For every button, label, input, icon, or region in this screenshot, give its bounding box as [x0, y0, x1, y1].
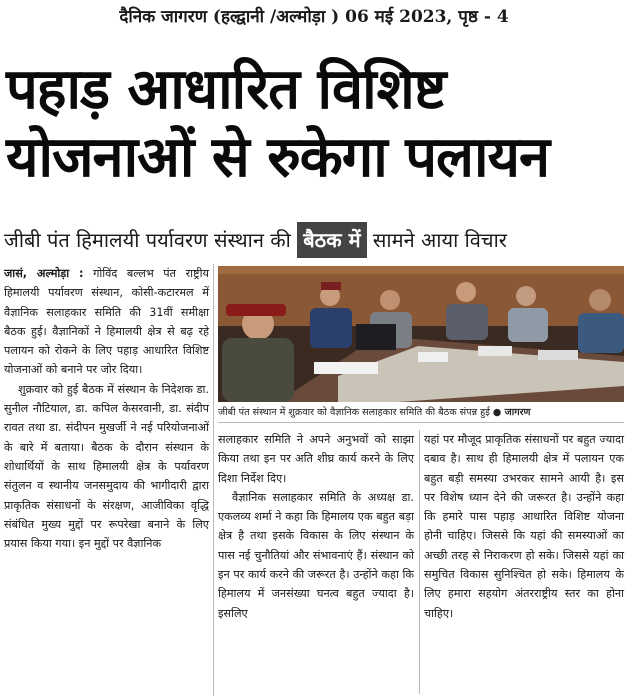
dateline: जासं, अल्मोड़ा : — [4, 267, 84, 280]
headline — [6, 56, 622, 192]
article-paragraph: वैज्ञानिक सलाहकार समिति के अध्यक्ष डा. एकलव्य शर्मा ने कहा कि हिमालय एक बहुत बड़ा क्षेत्र है तथा इसके विकास के लिए संस्थान के पास नई चुनौतियां और संभावनाएं हैं। संस्थान को इन पर कार्य करने की जरूरत है। उन्होंने कहा कि हिमालय में जनसंख्या घनत्व बहुत ज्यादा है। इसलिए — [218, 490, 414, 620]
subhead-after: सामने आया विचार — [372, 228, 507, 252]
article-column-1 — [4, 264, 209, 696]
photo-source: ● जागरण — [492, 407, 531, 418]
subhead-before: जीबी पंत हिमालयी पर्यावरण संस्थान की — [4, 228, 291, 252]
article-paragraph — [4, 264, 209, 380]
headline-line-1: पहाड़ आधारित विशिष्ट — [6, 57, 446, 122]
news-photo — [218, 266, 624, 402]
subheadline — [4, 222, 624, 258]
photo-caption — [218, 404, 624, 423]
article-column-3 — [424, 430, 624, 694]
column-divider — [419, 430, 420, 694]
article-column-2 — [218, 430, 414, 694]
headline-line-2: योजनाओं से रुकेगा पलायन — [6, 125, 550, 190]
paragraph-text: गोविंद बल्लभ पंत राष्ट्रीय हिमालयी पर्यावरण संस्थान, कोसी-कटारमल में वैज्ञानिक सलाहकार समिति की 31वीं समीक्षा बैठक हुई। वैज्ञानिकों ने हिमालयी क्षेत्र से बढ़ रहे पलायन को रोकने के लिए पहाड़ आधारित विशिष्ट योजनाओं को बनाने पर जोर दिया। — [4, 267, 209, 377]
article-paragraph: शुक्रवार को हुई बैठक में संस्थान के निदेशक डा. सुनील नौटियाल, डा. कपिल केसरवानी, डा. संदीप रावत तथा डा. संदीपन मुखर्जी ने नई परियोजनाओं के बारे में बताया। बैठक के दौरान संस्थान के शोधार्थियों के साथ हिमालयी क्षेत्र के पर्यावरण संतुलन व स्थानीय जनसमुदाय की भागीदारी द्वारा प्राकृतिक संसाधनों के संरक्षण, आजीविका वृद्धि संबंधित मुख्य मुद्दों पर रूपरेखा बनाने के लिए प्रयास किया गया। इन मुद्दों पर वैज्ञानिक — [4, 382, 209, 551]
article-paragraph: यहां पर मौजूद प्राकृतिक संसाधनों पर बहुत ज्यादा दबाव है। साथ ही हिमालयी क्षेत्र में पलायन एक बहुत बड़ी समस्या उभरकर सामने आयी है। इस पर विशेष ध्यान देने की जरूरत है। उन्होंने कहा कि हमारे पास पहाड़ आधारित विशिष्ट योजना होनी चाहिए। जिससे कि यहां की समस्याओं का अच्छी तरह से निराकरण हो सके। जिससे यहां का समुचित विकास सुनिश्चित हो सके। हिमालय के लिए हमारा सहयोग अंतरराष्ट्रीय स्तर का होना चाहिए। — [424, 433, 624, 620]
article-paragraph: सलाहकार समिति ने अपने अनुभवों को साझा किया तथा इन पर अति शीघ्र कार्य करने के लिए दिशा निर्देश दिए। — [218, 433, 414, 485]
meeting-photo-illustration — [218, 266, 624, 402]
column-divider — [213, 264, 214, 696]
masthead: दैनिक जागरण (हल्द्वानी /अल्मोड़ा ) 06 मई 2023, पृष्ठ - 4 — [119, 7, 509, 27]
caption-text: जीबी पंत संस्थान में शुक्रवार को वैज्ञानिक सलाहकार समिति की बैठक संपन्न हुई — [218, 407, 490, 418]
subhead-boxed: बैठक में — [297, 222, 366, 258]
